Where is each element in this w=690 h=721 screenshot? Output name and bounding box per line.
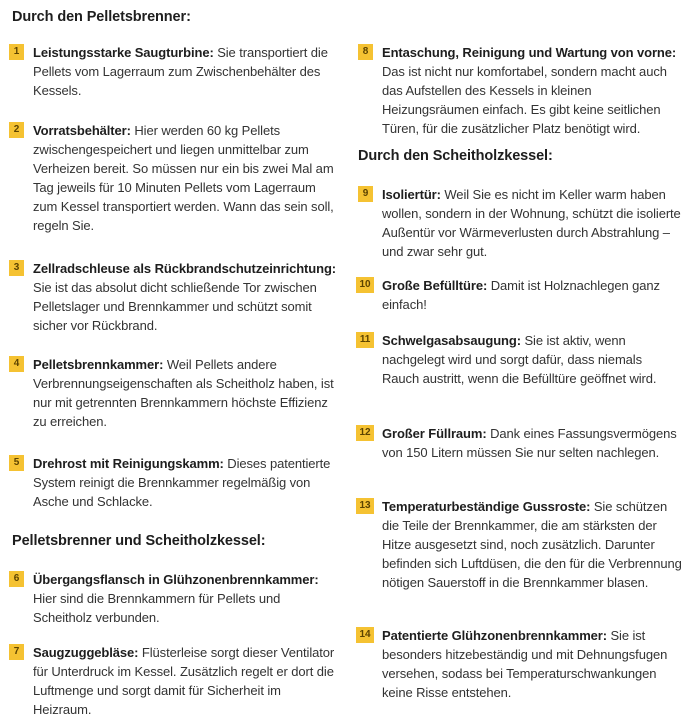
item-text: Dieses patentierte System reinigt die Brennkammer regelmäßig von Asche und Schlacke. [33,456,331,509]
item-title: Entaschung, Reinigung und Wartung von vorne: [382,45,677,60]
list-item-9 [362,185,682,261]
item-title: Große Befülltüre: [382,278,491,293]
list-item-1 [13,43,338,100]
list-item-6 [13,570,338,627]
number-badge: 8 [358,44,373,60]
number-badge: 5 [9,455,24,471]
item-text: Das ist nicht nur komfortabel, sondern macht auch das Aufstellen des Kessels in kleinen Heizungsräumen einfach. Es gibt keine seitlichen Türen, für die zusätzlicher Platz benötigt wird. [382,64,667,136]
list-item-4 [13,355,338,431]
item-text: Weil Sie es nicht im Keller warm haben wollen, sondern in der Wohnung, schützt die isolierte Außentür vor Wärmeverlusten durch Abstrahlung – und zwar sehr gut. [382,187,681,259]
list-item-2 [13,121,338,235]
number-badge: 9 [358,186,373,202]
item-text: Sie ist aktiv, wenn nachgelegt wird und sorgt dafür, dass niemals Rauch austritt, wenn die Befülltüre geöffnet wird. [382,333,657,386]
section-heading-pelletsbrenner-scheitholz: Pelletsbrenner und Scheitholzkessel: [12,533,266,549]
item-text: Hier sind die Brennkammern für Pellets und Scheitholz verbunden. [33,591,281,625]
item-title: Leistungsstarke Saugturbine: [33,45,218,60]
item-text: Sie ist das absolut dicht schließende Tor zwischen Pelletslager und Brennkammer und schützt somit sicher vor Rückbrand. [33,280,317,333]
item-text: Dank eines Fassungsvermögens von 150 Litern müssen Sie nur selten nachlegen. [382,426,677,460]
list-item-12 [359,424,682,462]
list-item-3 [13,259,338,335]
number-badge: 7 [9,644,24,660]
list-item-10 [359,276,682,314]
item-text: Sie ist besonders hitzebeständig und mit Dehnungsfugen versehen, sodass bei Temperaturschwankungen keine Risse entstehen. [382,628,668,700]
list-item-14 [359,626,682,702]
number-badge: 4 [9,356,24,372]
item-title: Vorratsbehälter: [33,123,135,138]
number-badge: 6 [9,571,24,587]
item-title: Isoliertür: [382,187,445,202]
item-text: Sie schützen die Teile der Brennkammer, die am stärksten der Hitze ausgesetzt sind, noch zusätzlich. Darunter befinden sich Luftdüsen, die den für die Verbrennung nötigen Sauerstoff in die Brennkammer blasen. [382,499,682,590]
item-text: Damit ist Holznachlegen ganz einfach! [382,278,660,312]
item-title: Temperaturbeständige Gussroste: [382,499,594,514]
item-text: Hier werden 60 kg Pellets zwischengespeichert und liegen unmittelbar zum Verheizen bereit. So müssen nur ein bis zwei Mal am Tag jeweils für 10 Minuten Pellets vom Lagerraum zum Kessel transportiert werden. Wann das sein soll, regeln Sie. [33,123,334,233]
section-heading-pelletsbrenner: Durch den Pelletsbrenner: [12,9,191,25]
list-item-13 [359,497,682,592]
item-title: Drehrost mit Reinigungskamm: [33,456,228,471]
number-badge: 13 [356,498,374,514]
item-title: Patentierte Glühzonenbrennkammer: [382,628,611,643]
item-title: Übergangsflansch in Glühzonenbrennkammer: [33,572,319,587]
item-title: Pelletsbrennkammer: [33,357,167,372]
item-title: Schwelgasabsaugung: [382,333,525,348]
number-badge: 1 [9,44,24,60]
number-badge: 3 [9,260,24,276]
number-badge: 2 [9,122,24,138]
item-text: Flüsterleise sorgt dieser Ventilator für Unterdruck im Kessel. Zusätzlich regelt er dort die Luftmenge und sorgt damit für Sicherheit im Heizraum. [33,645,335,717]
list-item-8 [362,43,682,138]
item-title: Großer Füllraum: [382,426,491,441]
section-heading-scheitholzkessel: Durch den Scheitholzkessel: [358,148,553,164]
number-badge: 12 [356,425,374,441]
list-item-11 [359,331,682,388]
item-text: Sie transportiert die Pellets vom Lagerraum zum Zwischenbehälter des Kessels. [33,45,328,98]
item-text: Weil Pellets andere Verbrennungseigenschaften als Scheitholz haben, ist nur mit getrennten Brennkammern höchste Effizienz zu erreichen. [33,357,334,429]
list-item-7 [13,643,338,719]
number-badge: 14 [356,627,374,643]
item-title: Saugzuggebläse: [33,645,142,660]
number-badge: 10 [356,277,374,293]
number-badge: 11 [356,332,374,348]
item-title: Zellradschleuse als Rückbrandschutzeinrichtung: [33,261,337,276]
list-item-5 [13,454,338,511]
